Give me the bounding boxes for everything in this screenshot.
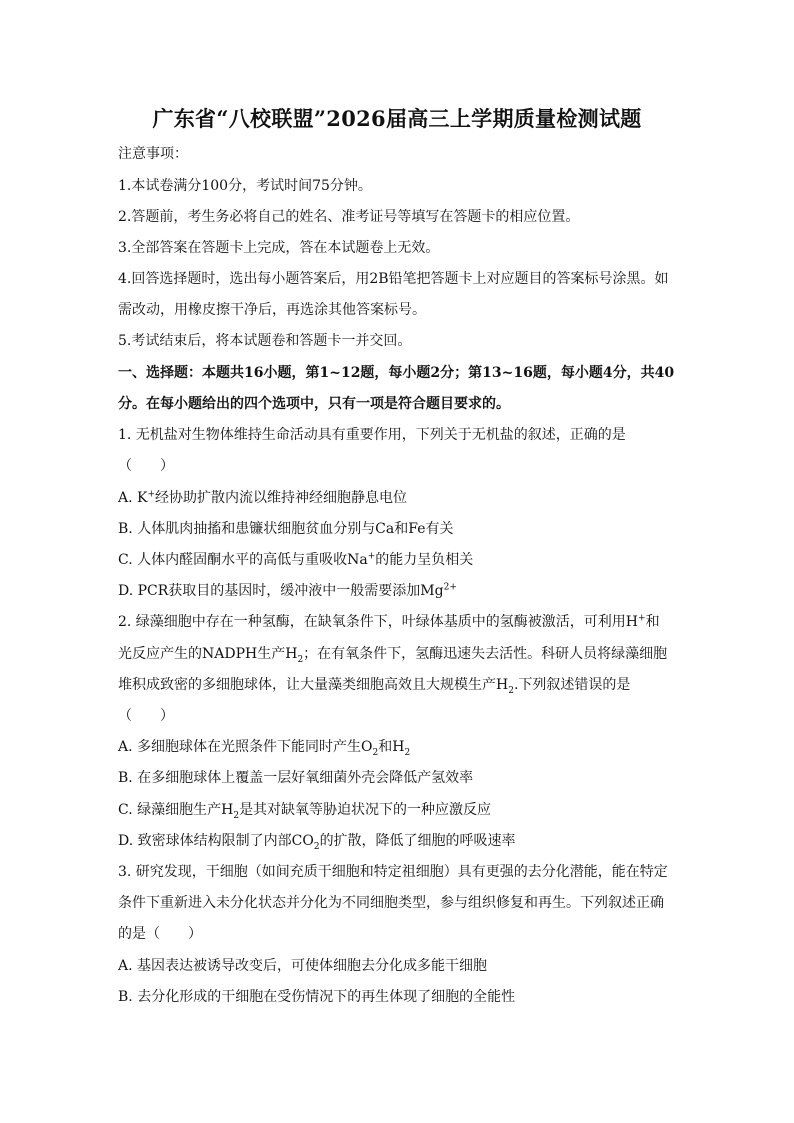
q3-option-a: A. 基因表达被诱导改变后，可使体细胞去分化成多能干细胞 xyxy=(118,958,488,974)
superscript: + xyxy=(147,489,156,500)
q1-stem: 1. 无机盐对生物体维持生命活动具有重要作用，下列关于无机盐的叙述，正确的是 xyxy=(118,427,626,443)
notice-item: 4.回答选择题时，选出每小题答案后，用2B铅笔把答题卡上对应题目的答案标号涂黑。如 xyxy=(118,271,669,287)
q2-text: 2. 绿藻细胞中存在一种氢酶，在缺氧条件下，叶绿体基质中的氢酶被激活，可利用H xyxy=(118,614,639,630)
q2-option-b: B. 在多细胞球体上覆盖一层好氧细菌外壳会降低产氢效率 xyxy=(118,770,474,786)
notice-heading: 注意事项： xyxy=(118,146,188,162)
subscript: 2 xyxy=(233,810,240,821)
q3-stem-line3: 的是（ ） xyxy=(118,926,202,942)
q2-text: 和 xyxy=(645,614,660,630)
q1-option-c-text: C. 人体内醛固酮水平的高低与重吸收Na xyxy=(118,552,368,568)
q1-option-a-text: A. K xyxy=(118,490,148,506)
q2-option-d-text: 的扩散，降低了细胞的呼吸速率 xyxy=(319,833,516,849)
page-title: 广东省“八校联盟”2026届高三上学期质量检测试题 xyxy=(152,106,642,131)
section-heading: 一、选择题：本题共16小题，第1~12题，每小题2分；第13~16题，每小题4分，共40 xyxy=(118,365,675,381)
q2-option-a-text: A. 多细胞球体在光照条件下能同时产生O xyxy=(118,739,373,755)
q2-text: 光反应产生的NADPH生产H xyxy=(118,646,298,662)
q1-option-a-text-rest: 经协助扩散内流以维持神经细胞静息电位 xyxy=(155,490,408,506)
superscript: + xyxy=(638,613,646,624)
q2-option-c-text: 是其对缺氧等胁迫状况下的一种应激反应 xyxy=(239,802,492,818)
subscript: 2 xyxy=(404,747,411,758)
q2-stem-line3 xyxy=(118,676,630,694)
q2-option-c-text: C. 绿藻细胞生产H xyxy=(118,802,234,818)
q2-answer-paren: （ ） xyxy=(118,708,174,724)
q1-option-d xyxy=(118,582,457,600)
q2-option-d xyxy=(118,832,516,850)
notice-item: 1.本试卷满分100分，考试时间75分钟。 xyxy=(118,178,372,194)
notice-item: 5.考试结束后，将本试题卷和答题卡一并交回。 xyxy=(118,333,412,349)
q2-option-c xyxy=(118,801,491,819)
q2-stem-line1 xyxy=(118,613,660,631)
subscript: 2 xyxy=(297,654,304,665)
q2-text: 堆积成致密的多细胞球体，让大量藻类细胞高效且大规模生产H xyxy=(118,677,509,693)
q3-stem-line2: 条件下重新进入未分化状态并分化为不同细胞类型，参与组织修复和再生。下列叙述正确 xyxy=(118,895,664,911)
q2-stem-line2 xyxy=(118,645,667,663)
q1-answer-paren: （ ） xyxy=(118,458,174,474)
subscript: 2 xyxy=(508,685,514,696)
notice-item: 需改动，用橡皮擦干净后，再选涂其他答案标号。 xyxy=(118,302,426,318)
q3-stem-line1: 3. 研究发现，干细胞（如间充质干细胞和特定祖细胞）具有更强的去分化潜能，能在特定 xyxy=(118,864,668,880)
q1-option-c xyxy=(118,551,473,569)
q3-option-b: B. 去分化形成的干细胞在受伤情况下的再生体现了细胞的全能性 xyxy=(118,989,516,1005)
q2-text: ；在有氧条件下，氢酶迅速失去活性。科研人员将绿藻细胞 xyxy=(303,646,668,662)
q2-text: .下列叙述错误的是 xyxy=(513,677,631,693)
notice-item: 2.答题前，考生务必将自己的姓名、准考证号等填写在答题卡的相应位置。 xyxy=(118,209,580,225)
q2-option-a-text: 和H xyxy=(378,739,405,755)
superscript: + xyxy=(367,551,376,562)
q2-option-d-text: D. 致密球体结构限制了内部CO xyxy=(118,833,314,849)
q2-option-a xyxy=(118,738,410,756)
subscript: 2 xyxy=(313,841,320,852)
superscript: 2+ xyxy=(443,582,457,593)
q1-option-a xyxy=(118,489,407,507)
subscript: 2 xyxy=(372,747,379,758)
notice-item: 3.全部答案在答题卡上完成，答在本试题卷上无效。 xyxy=(118,240,440,256)
q1-option-b: B. 人体肌肉抽搐和患镰状细胞贫血分别与Ca和Fe有关 xyxy=(118,521,454,537)
q1-option-d-text: D. PCR获取目的基因时，缓冲液中一般需要添加Mg xyxy=(118,583,444,599)
q1-option-c-text-rest: 的能力呈负相关 xyxy=(375,552,474,568)
section-heading-cont: 分。在每小题给出的四个选项中，只有一项是符合题目要求的。 xyxy=(118,396,510,412)
